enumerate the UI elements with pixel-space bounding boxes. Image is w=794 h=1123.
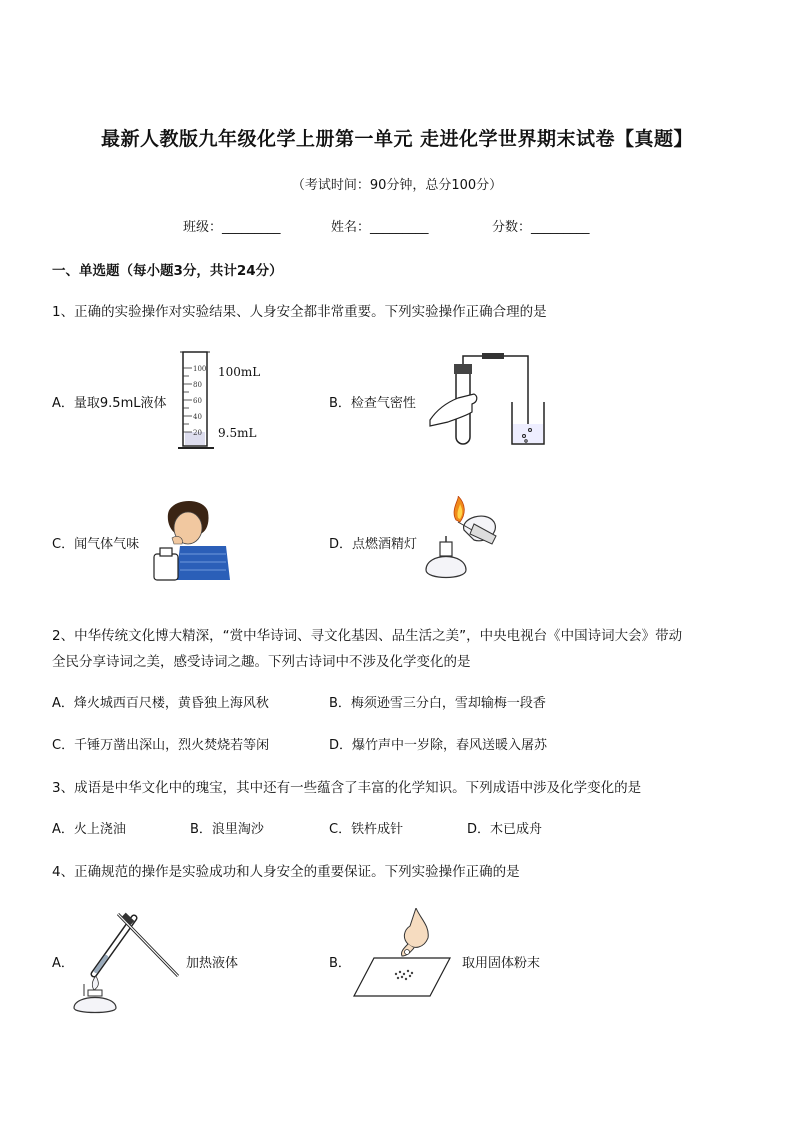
question-1-stem: 1、正确的实验操作对实验结果、人身安全都非常重要。下列实验操作正确合理的是 [52, 304, 547, 320]
q1-option-c: C．闻气体气味 [52, 537, 140, 552]
q2-option-a: A．烽火城西百尺楼，黄昏独上海风秋 [52, 696, 269, 711]
airtightness-check-figure [428, 350, 552, 450]
q2-option-b: B．梅须逊雪三分白，雪却输梅一段香 [329, 696, 546, 711]
question-4-stem: 4、正确规范的操作是实验成功和人身安全的重要保证。下列实验操作正确的是 [52, 864, 520, 880]
question-2-stem-line2: 全民分享诗词之美，感受诗词之趣。下列古诗词中不涉及化学变化的是 [52, 654, 471, 670]
q1-option-d: D．点燃酒精灯 [329, 537, 418, 552]
q2-option-c: C．千锤万凿出深山，烈火焚烧若等闲 [52, 738, 270, 753]
name-field: 姓名：_________ [331, 220, 429, 235]
question-2-stem-line1: 2、中华传统文化博大精深，“赏中华诗词、寻文化基因、品生活之美”，中央电视台《中国诗词大会》带动 [52, 628, 683, 644]
section-heading: 一、单选题（每小题3分，共计24分） [52, 263, 283, 279]
cylinder-top-label: 100mL [218, 365, 261, 379]
q3-option-a: A．火上浇油 [52, 822, 126, 837]
taking-solid-powder-figure [350, 908, 454, 1000]
q3-option-b: B．浪里淘沙 [190, 822, 264, 837]
cylinder-bottom-label: 9.5mL [218, 426, 257, 440]
smelling-gas-figure [150, 494, 232, 582]
graduated-cylinder-figure [178, 346, 268, 454]
q4-option-b-caption: 取用固体粉末 [462, 956, 541, 971]
lighting-alcohol-lamp-figure [420, 496, 508, 584]
score-field: 分数：_________ [492, 220, 590, 235]
cylinder-tick-label: 20 [193, 429, 202, 437]
q4-option-b-letter: B． [329, 956, 351, 971]
cylinder-tick-label: 100 [193, 365, 207, 373]
cylinder-tick-label: 40 [193, 413, 202, 421]
q4-option-a-caption: 加热液体 [186, 956, 239, 971]
q2-option-d: D．爆竹声中一岁除，春风送暖入屠苏 [329, 738, 548, 753]
q4-option-a-letter: A． [52, 956, 74, 971]
q1-option-b: B．检查气密性 [329, 396, 416, 411]
q1-option-a: A．量取9.5mL液体 [52, 396, 167, 411]
page-title: 最新人教版九年级化学上册第一单元 走进化学世界期末试卷【真题】 [100, 128, 694, 150]
q3-option-c: C．铁杵成针 [329, 822, 404, 837]
cylinder-tick-label: 60 [193, 397, 202, 405]
question-3-stem: 3、成语是中华文化中的瑰宝，其中还有一些蕴含了丰富的化学知识。下列成语中涉及化学变化的是 [52, 780, 642, 796]
q3-option-d: D．木已成舟 [467, 822, 543, 837]
heating-liquid-figure [68, 904, 184, 1016]
class-field: 班级：_________ [183, 220, 281, 235]
cylinder-tick-label: 80 [193, 381, 202, 389]
exam-subtitle: （考试时间：90分钟，总分100分） [291, 178, 503, 193]
